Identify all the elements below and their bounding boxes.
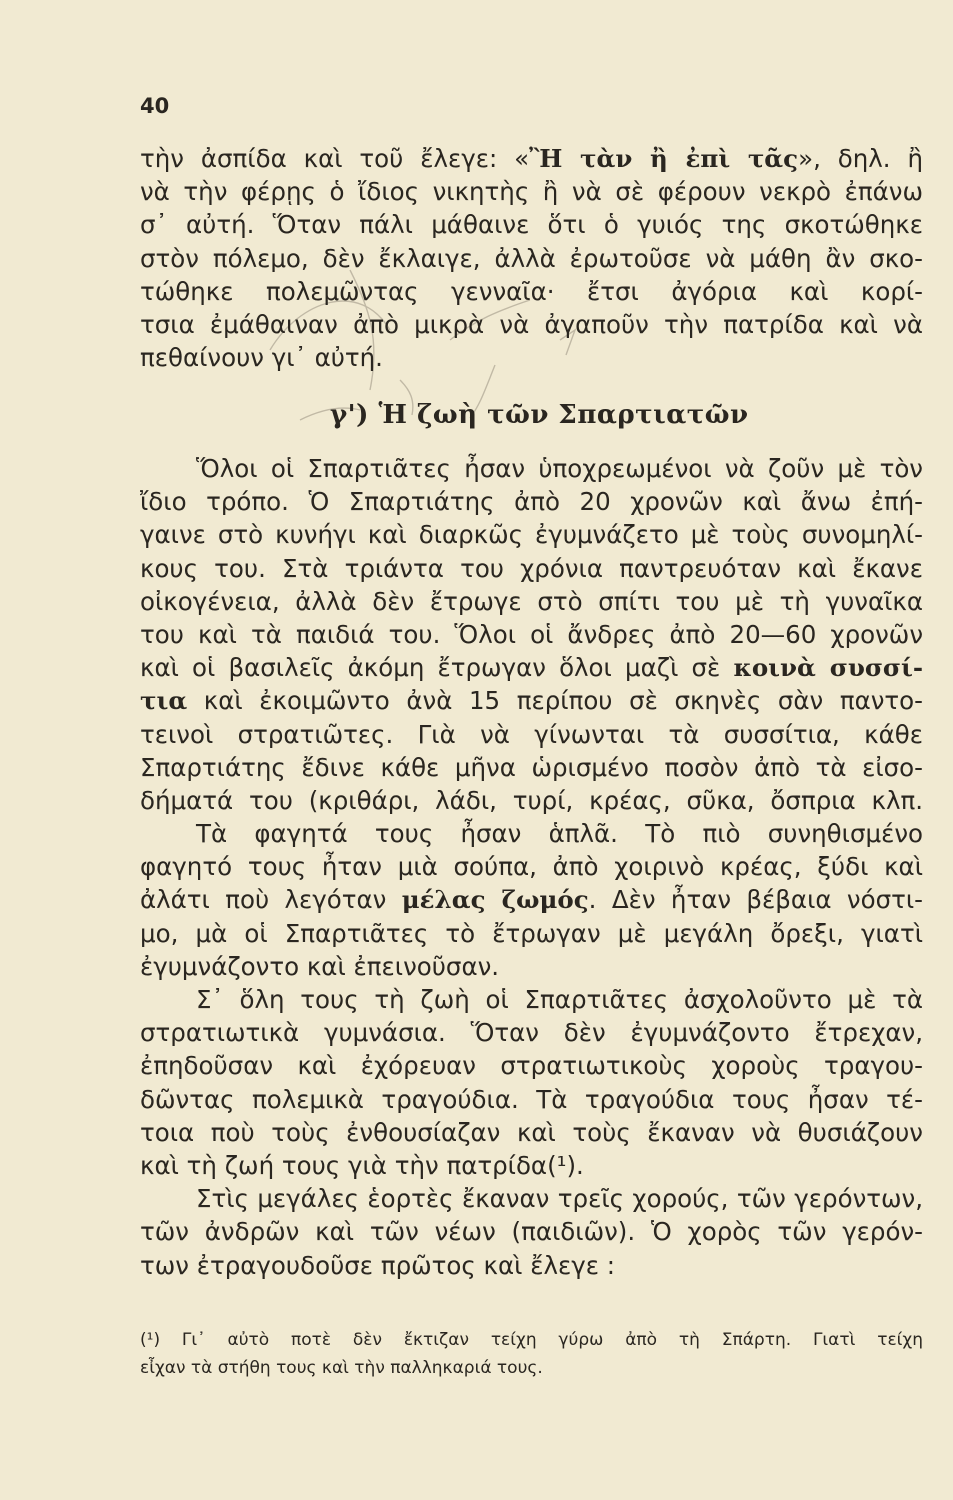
text-line: γαινε στὸ κυνήγι καὶ διαρκῶς ἐγυμνάζετο μὲ τοὺς συνομηλί- [140, 520, 923, 550]
text-line: ἴδιο τρόπο. Ὁ Σπαρτιάτης ἀπὸ 20 χρονῶν καὶ ἄνω ἐπή- [140, 487, 923, 517]
text-line: τεινοὶ στρατιῶτες. Γιὰ νὰ γίνωνται τὰ συσσίτια, κάθε [140, 719, 923, 749]
text-line: Στὶς μεγάλες ἑορτὲς ἔκαναν τρεῖς χορούς, τῶν γερόντων, [196, 1184, 923, 1214]
text-line: Ὅλοι οἱ Σπαρτιᾶτες ἦσαν ὑποχρεωμένοι νὰ ζοῦν μὲ τὸν [196, 454, 923, 483]
text-line: Σπαρτιάτης ἔδινε κάθε μῆνα ὡρισμένο ποσὸν ἀπὸ τὰ εἰσο- [140, 752, 923, 782]
text-line: κους του. Στὰ τριάντα του χρόνια παντρευόταν καὶ ἔκανε [140, 553, 923, 583]
text-line: στρατιωτικὰ γυμνάσια. Ὅταν δὲν ἐγυμνάζοντο ἔτρεχαν, [140, 1018, 923, 1048]
page-number: 40 [140, 94, 170, 118]
text-line: τὴν ἀσπίδα καὶ τοῦ ἔλεγε: «Ἢ τὰν ἢ ἐπὶ τᾶς», δηλ. ἢ [140, 144, 923, 173]
text-line: Σ᾽ ὅλη τους τὴ ζωὴ οἱ Σπαρτιᾶτες ἀσχολοῦντο μὲ τὰ [196, 985, 923, 1014]
text-line: φαγητό τους ἦταν μιὰ σούπα, ἀπὸ χοιρινὸ κρέας, ξύδι καὶ [140, 852, 923, 882]
footnote [140, 1326, 923, 1382]
text-line: δῶντας πολεμικὰ τραγούδια. Τὰ τραγούδια τους ἦσαν τέ- [140, 1084, 923, 1114]
text-line: οἰκογένεια, ἀλλὰ δὲν ἔτρωγε στὸ σπίτι του μὲ τὴ γυναῖκα [140, 586, 923, 616]
text-line: στὸν πόλεμο, δὲν ἔκλαιγε, ἀλλὰ ἐρωτοῦσε νὰ μάθη ἂν σκο- [140, 243, 923, 273]
text-line: νὰ τὴν φέρῃς ὁ ἴδιος νικητὴς ἢ νὰ σὲ φέρουν νεκρὸ ἐπάνω [140, 177, 923, 207]
text-line: τια καὶ ἐκοιμῶντο ἀνὰ 15 περίπου σὲ σκηνὲς σὰν παντο- [140, 686, 923, 716]
text-line: μο, μὰ οἱ Σπαρτιᾶτες τὸ ἔτρωγαν μὲ μεγάλη ὄρεξι, γιατὶ [140, 918, 923, 948]
bold-phrase: τια [140, 686, 188, 716]
text-line: καὶ οἱ βασιλεῖς ἀκόμη ἔτρωγαν ὅλοι μαζὶ σὲ κοινὰ συσσί- [140, 653, 923, 683]
footnote-line: εἶχαν τὰ στήθη τους καὶ τὴν παλληκαριά τους. [140, 1358, 543, 1378]
text-line: πεθαίνουν γι᾽ αὐτή. [140, 343, 383, 373]
section-heading: γ') Ἡ ζωὴ τῶν Σπαρτιατῶν [330, 400, 749, 430]
text-line: Τὰ φαγητά τους ἦσαν ἁπλᾶ. Τὸ πιὸ συνηθισμένο [196, 819, 923, 849]
body-paragraphs [140, 452, 923, 1282]
footnote-line: (¹) Γι᾽ αὐτὸ ποτὲ δὲν ἔκτιζαν τείχη γύρω ἀπὸ τὴ Σπάρτη. Γιατὶ τείχη [140, 1330, 923, 1350]
text-line: σ᾽ αὐτή. Ὅταν πάλι μάθαινε ὅτι ὁ γυιός της σκοτώθηκε [140, 210, 923, 240]
text-line: καὶ τὴ ζωή τους γιὰ τὴν πατρίδα(¹). [140, 1150, 584, 1180]
bold-phrase: Ἢ τὰν ἢ ἐπὶ τᾶς [529, 144, 799, 173]
text-line: ἐπηδοῦσαν καὶ ἐχόρευαν στρατιωτικοὺς χοροὺς τραγου- [140, 1051, 923, 1081]
text-line: τῶν ἀνδρῶν καὶ τῶν νέων (παιδιῶν). Ὁ χορὸς τῶν γερόν- [140, 1217, 923, 1247]
text-line: τοια ποὺ τοὺς ἐνθουσίαζαν καὶ τοὺς ἔκαναν νὰ θυσιάζουν [140, 1117, 923, 1147]
bold-phrase: μέλας ζωμός [401, 885, 589, 915]
text-line: των ἐτραγουδοῦσε πρῶτος καὶ ἔλεγε : [140, 1250, 615, 1280]
text-line: του καὶ τὰ παιδιά του. Ὅλοι οἱ ἄνδρες ἀπὸ 20—60 χρονῶν [140, 619, 923, 649]
paragraph-1 [140, 142, 923, 374]
text-line: δήματά του (κριθάρι, λάδι, τυρί, κρέας, σῦκα, ὄσπρια κλπ. [140, 785, 923, 815]
text-line: τσια ἐμάθαιναν ἀπὸ μικρὰ νὰ ἀγαποῦν τὴν πατρίδα καὶ νὰ [140, 309, 923, 339]
text-line: ἀλάτι ποὺ λεγόταν μέλας ζωμός. Δὲν ἦταν βέβαια νόστι- [140, 885, 923, 915]
bold-phrase: κοινὰ συσσί- [733, 653, 923, 683]
text-line: τώθηκε πολεμῶντας γενναῖα· ἔτσι ἀγόρια καὶ κορί- [140, 276, 923, 306]
text-line: ἐγυμνάζοντο καὶ ἐπεινοῦσαν. [140, 951, 500, 981]
